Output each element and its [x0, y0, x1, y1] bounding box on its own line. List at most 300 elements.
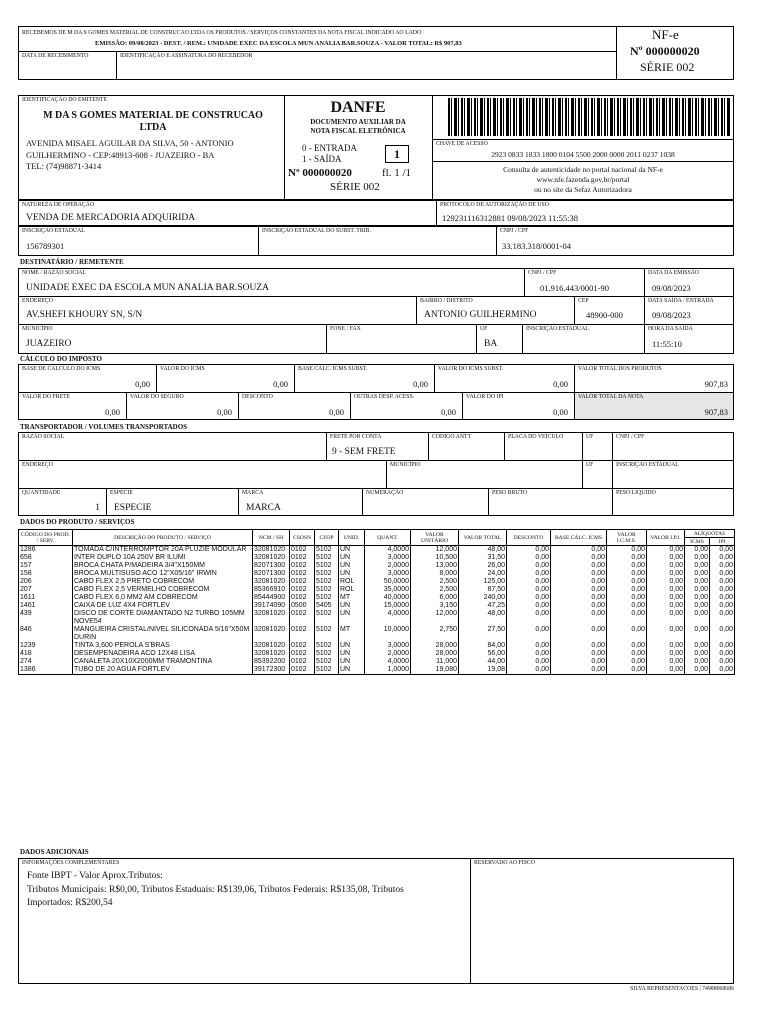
cell-vtotal: 84,00 [459, 642, 507, 650]
cell-aliq-icms: 0,00 [685, 666, 710, 675]
transp-qtd: 1 [95, 503, 100, 513]
cell-descricao: TUBO DE 20 AGUA FORTLEV [73, 666, 253, 675]
cell-bc-icms: 0,00 [551, 642, 607, 650]
table-row [19, 578, 735, 586]
cell-quant: 3,0000 [365, 642, 411, 650]
ie-st-label: INSCRIÇÃO ESTADUAL DO SUBST. TRIB. [262, 228, 371, 234]
cell-aliq-ipi: 0,00 [710, 570, 735, 578]
consulta-2: www.nfe.fazenda.gov.br/portal [536, 175, 630, 184]
dest-hora-label: HORA DA SAÍDA [648, 326, 693, 332]
cell-ncm: 39172300 [253, 666, 290, 675]
cell-unid: UN [339, 602, 365, 610]
transportador-title: TRANSPORTADOR / VOLUMES TRANSPORTADOS [20, 423, 188, 431]
cell-desconto: 0,00 [507, 578, 551, 586]
produtos-title: DADOS DO PRODUTO / SERVIÇOS [20, 518, 135, 526]
cell-desconto: 0,00 [507, 546, 551, 555]
cell-ncm: 85392200 [253, 658, 290, 666]
transp-ie-label: INSCRIÇÃO ESTADUAL [616, 462, 679, 468]
cell-vtotal: 48,00 [459, 546, 507, 555]
cell-descricao: CAIXA DE LUZ 4X4 FORTLEV [73, 602, 253, 610]
barcode-chave [448, 98, 730, 136]
cell-bc-icms: 0,00 [551, 658, 607, 666]
cell-quant: 15,0000 [365, 602, 411, 610]
canhoto-text: RECEBEMOS DE M DA S GOMES MATERIAL DE CONSTRUCAO LTDA OS PRODUTOS / SERVIÇOS CONSTANTES DA NOTA FISCAL INDICADO AO LADO [22, 30, 422, 36]
danfe-tipo: 1 [385, 145, 409, 163]
cell-cfop: 5102 [315, 642, 339, 650]
dest-uf-label: UF [480, 326, 488, 332]
transp-municipio-label: MUNICÍPIO [390, 462, 421, 468]
transp-razao-label: RAZÃO SOCIAL [22, 434, 65, 440]
cell-vunit: 6,000 [411, 594, 459, 602]
dest-emissao-label: DATA DA EMISSÃO [648, 270, 700, 276]
danfe-entrada: 0 - ENTRADA [302, 143, 357, 153]
cell-vtotal: 240,00 [459, 594, 507, 602]
cell-ncm: 85444900 [253, 594, 290, 602]
cnpj-emitente-label: CNPJ / CPF [500, 228, 529, 234]
cell-cfop: 5102 [315, 578, 339, 586]
canhoto-nfe: NF-e [652, 27, 679, 42]
cell-cfop: 5102 [315, 554, 339, 562]
outras: 0,00 [441, 407, 456, 417]
cell-valor-icms: 0,00 [607, 594, 647, 602]
dest-cnpj-label: CNPJ / CPF [528, 270, 557, 276]
icms-st-label: VALOR DO ICMS SUBST. [438, 366, 504, 372]
dest-nome-label: NOME / RAZÃO SOCIAL [22, 270, 86, 276]
danfe-title: DANFE [330, 99, 386, 116]
cell-csosn: 0102 [290, 578, 315, 586]
cell-vtotal: 48,00 [459, 610, 507, 626]
cell-unid: UN [339, 546, 365, 555]
cell-valor-ipi: 0,00 [647, 554, 685, 562]
cell-vtotal: 56,00 [459, 650, 507, 658]
table-row [19, 562, 735, 570]
info-linha-3: Importados: R$200,54 [27, 898, 113, 908]
transp-liquido-label: PESO LÍQUIDO [616, 490, 656, 496]
th-quant: QUANT. [365, 530, 411, 546]
total-produtos-label: VALOR TOTAL DOS PRODUTOS [578, 366, 662, 372]
cell-valor-ipi: 0,00 [647, 586, 685, 594]
ie-valor: 156789301 [26, 241, 65, 251]
cell-vunit: 2,750 [411, 626, 459, 642]
transp-qtd-label: QUANTIDADE [22, 490, 61, 496]
cell-desconto: 0,00 [507, 554, 551, 562]
cell-csosn: 0102 [290, 570, 315, 578]
cell-valor-icms: 0,00 [607, 650, 647, 658]
cell-descricao: CANALETA 20X10X2000MM TRAMONTINA [73, 658, 253, 666]
th-desconto: DESCONTO [507, 530, 551, 546]
dest-endereco: AV.SHEFI KHOURY SN, S/N [26, 310, 143, 320]
table-row [19, 658, 735, 666]
table-row [19, 642, 735, 650]
cell-bc-icms: 0,00 [551, 554, 607, 562]
cell-desconto: 0,00 [507, 650, 551, 658]
cell-cfop: 5405 [315, 602, 339, 610]
cell-vunit: 2,500 [411, 578, 459, 586]
cell-vtotal: 24,00 [459, 570, 507, 578]
chave-label: CHAVE DE ACESSO [436, 141, 488, 147]
cell-codigo: 846 [19, 626, 73, 642]
cell-valor-ipi: 0,00 [647, 562, 685, 570]
cell-vunit: 28,000 [411, 642, 459, 650]
cell-quant: 1,0000 [365, 666, 411, 675]
cell-valor-ipi: 0,00 [647, 658, 685, 666]
cell-quant: 35,0000 [365, 586, 411, 594]
cell-descricao: CABO FLEX 2,5 PRETO COBRECOM [73, 578, 253, 586]
cell-cfop: 5102 [315, 546, 339, 555]
cell-bc-icms: 0,00 [551, 594, 607, 602]
cell-desconto: 0,00 [507, 570, 551, 578]
cell-vunit: 10,500 [411, 554, 459, 562]
inscricao-block [18, 226, 734, 256]
cell-descricao: CABO FLEX 6,0 MM2 AM COBRECOM [73, 594, 253, 602]
cell-vunit: 12,000 [411, 610, 459, 626]
chave-valor: 2923 0833 1833 1800 0104 5500 2000 0000 2011 0237 1038 [491, 150, 675, 159]
cell-valor-icms: 0,00 [607, 570, 647, 578]
transp-numeracao-label: NUMERAÇÃO [366, 490, 404, 496]
cell-desconto: 0,00 [507, 666, 551, 675]
cell-codigo: 658 [19, 554, 73, 562]
cell-bc-icms: 0,00 [551, 602, 607, 610]
transp-frete-label: FRETE POR CONTA [330, 434, 382, 440]
th-descricao: DESCRIÇÃO DO PRODUTO / SERVIÇO [73, 530, 253, 546]
th-bc-icms: BASE CÁLC. ICMS [551, 530, 607, 546]
dest-bairro-label: BAIRRO / DISTRITO [420, 298, 473, 304]
cell-valor-ipi: 0,00 [647, 610, 685, 626]
cell-bc-icms: 0,00 [551, 650, 607, 658]
cell-aliq-icms: 0,00 [685, 626, 710, 642]
th-valor-ipi: VALOR I.P.I. [647, 530, 685, 546]
total-produtos: 907,83 [704, 379, 728, 389]
danfe-folha: fl. 1 /1 [382, 167, 412, 179]
cell-unid: UN [339, 562, 365, 570]
frete-label: VALOR DO FRETE [22, 394, 71, 400]
th-ncm: NCM / SH [253, 530, 290, 546]
cell-codigo: 439 [19, 610, 73, 626]
cell-ncm: 32081020 [253, 610, 290, 626]
table-row [19, 666, 735, 675]
cell-codigo: 1239 [19, 642, 73, 650]
frete: 0,00 [105, 407, 120, 417]
consulta-3: ou no site da Sefaz Autorizadora [534, 185, 632, 194]
transp-especie: ESPECIE [114, 503, 152, 513]
cell-bc-icms: 0,00 [551, 562, 607, 570]
icms-label: VALOR DO ICMS [160, 366, 205, 372]
cell-vtotal: 26,00 [459, 562, 507, 570]
table-row [19, 554, 735, 562]
cell-vtotal: 125,00 [459, 578, 507, 586]
cell-valor-ipi: 0,00 [647, 626, 685, 642]
cell-desconto: 0,00 [507, 626, 551, 642]
cell-valor-icms: 0,00 [607, 658, 647, 666]
dest-hora: 11:55:10 [652, 339, 682, 349]
th-csosn: CSOSN [290, 530, 315, 546]
cell-bc-icms: 0,00 [551, 578, 607, 586]
cell-unid: UN [339, 666, 365, 675]
th-aliq-ipi: IPI [710, 538, 735, 546]
cell-descricao: MANGUEIRA CRISTAL/NIVEL SILICONADA 5/16"X50M DURIN [73, 626, 253, 642]
cell-cfop: 5102 [315, 626, 339, 642]
cell-ncm: 32081020 [253, 626, 290, 642]
th-aliquotas: ALÍQUOTAS [685, 530, 735, 538]
natureza-valor: VENDA DE MERCADORIA ADQUIRIDA [26, 213, 196, 223]
cell-descricao: DESEMPENADEIRA ACO 12X48 LISA [73, 650, 253, 658]
cell-valor-ipi: 0,00 [647, 650, 685, 658]
cell-vunit: 8,000 [411, 570, 459, 578]
dest-uf: BA [484, 339, 498, 349]
cell-aliq-icms: 0,00 [685, 642, 710, 650]
cell-descricao: BROCA CHATA P/MADEIRA 3/4"X150MM [73, 562, 253, 570]
bc-st: 0,00 [413, 379, 428, 389]
consulta-1: Consulta de autenticidade no portal nacional da NF-e [503, 165, 663, 174]
danfe-subtitle-1: DOCUMENTO AUXILIAR DA [310, 118, 406, 126]
destinatario-title: DESTINATÁRIO / REMETENTE [20, 258, 124, 266]
cell-aliq-ipi: 0,00 [710, 554, 735, 562]
table-row [19, 546, 735, 555]
cell-aliq-icms: 0,00 [685, 554, 710, 562]
dest-fone-label: FONE / FAX [330, 326, 361, 332]
cell-csosn: 0102 [290, 658, 315, 666]
footer-text: SILVA REPRESENTACOES | 74988068686 [630, 986, 734, 992]
dest-saida: 09/08/2023 [652, 310, 691, 320]
cell-quant: 10,0000 [365, 626, 411, 642]
transp-endereco-label: ENDEREÇO [22, 462, 53, 468]
dest-cep: 48900-000 [586, 310, 623, 320]
cell-ncm: 32081020 [253, 546, 290, 555]
cell-aliq-ipi: 0,00 [710, 602, 735, 610]
info-complementares-label: INFORMAÇÕES COMPLEMENTARES [22, 860, 120, 866]
seguro: 0,00 [217, 407, 232, 417]
cell-cfop: 5102 [315, 594, 339, 602]
natureza-label: NATUREZA DE OPERAÇÃO [22, 202, 95, 208]
data-recebimento-label: DATA DE RECEBIMENTO [22, 53, 89, 59]
cell-unid: UN [339, 658, 365, 666]
cell-quant: 2,0000 [365, 650, 411, 658]
th-cfop: CFOP [315, 530, 339, 546]
emitente-label: IDENTIFICAÇÃO DO EMITENTE [22, 97, 108, 103]
table-row [19, 626, 735, 642]
cell-cfop: 5102 [315, 562, 339, 570]
cell-aliq-ipi: 0,00 [710, 642, 735, 650]
cell-valor-icms: 0,00 [607, 554, 647, 562]
cell-csosn: 0102 [290, 586, 315, 594]
transp-cnpj-label: CNPJ / CPF [616, 434, 645, 440]
th-unid: UNID. [339, 530, 365, 546]
cell-aliq-ipi: 0,00 [710, 562, 735, 570]
cell-quant: 4,0000 [365, 546, 411, 555]
cell-csosn: 0102 [290, 546, 315, 555]
cell-quant: 4,0000 [365, 658, 411, 666]
desconto-label: DESCONTO [242, 394, 273, 400]
cell-aliq-ipi: 0,00 [710, 610, 735, 626]
cell-quant: 50,0000 [365, 578, 411, 586]
dest-bairro: ANTONIO GUILHERMINO [424, 310, 537, 320]
cell-codigo: 1286 [19, 546, 73, 555]
transp-antt-label: CÓDIGO ANTT [432, 434, 472, 440]
cell-csosn: 0102 [290, 650, 315, 658]
cell-valor-ipi: 0,00 [647, 642, 685, 650]
table-row [19, 586, 735, 594]
cell-vunit: 28,000 [411, 650, 459, 658]
cell-valor-icms: 0,00 [607, 546, 647, 555]
total-nota: 907,83 [704, 407, 728, 417]
cell-unid: ROL [339, 586, 365, 594]
cell-aliq-ipi: 0,00 [710, 586, 735, 594]
cell-vunit: 13,000 [411, 562, 459, 570]
transp-marca-label: MARCA [242, 490, 264, 496]
cell-valor-ipi: 0,00 [647, 666, 685, 675]
cell-csosn: 0102 [290, 562, 315, 570]
cell-valor-icms: 0,00 [607, 602, 647, 610]
cell-aliq-icms: 0,00 [685, 562, 710, 570]
cell-valor-icms: 0,00 [607, 666, 647, 675]
cell-ncm: 39174090 [253, 602, 290, 610]
cell-descricao: TOMADA C/INTERROMPTOR 20A PLUZIE MODULAR [73, 546, 253, 555]
cell-csosn: 0102 [290, 594, 315, 602]
transp-bruto-label: PESO BRUTO [492, 490, 528, 496]
cell-ncm: 32081020 [253, 650, 290, 658]
cell-quant: 3,0000 [365, 570, 411, 578]
table-row [19, 602, 735, 610]
cell-codigo: 418 [19, 650, 73, 658]
cell-vtotal: 44,00 [459, 658, 507, 666]
cell-unid: UN [339, 642, 365, 650]
cell-csosn: 0102 [290, 626, 315, 642]
cell-desconto: 0,00 [507, 594, 551, 602]
cell-vunit: 2,500 [411, 586, 459, 594]
danfe-subtitle-2: NOTA FISCAL ELETRÔNICA [310, 127, 406, 135]
cell-aliq-icms: 0,00 [685, 602, 710, 610]
cell-aliq-icms: 0,00 [685, 610, 710, 626]
cell-codigo: 1461 [19, 602, 73, 610]
info-linha-1: Fonte IBPT - Valor Aprox.Tributos: [27, 871, 163, 881]
cell-quant: 2,0000 [365, 562, 411, 570]
cell-codigo: 206 [19, 578, 73, 586]
cell-unid: UN [339, 570, 365, 578]
assinatura-label: IDENTIFICAÇÃO E ASSINATURA DO RECEBEDOR [120, 53, 253, 59]
canhoto-numero: Nº 000000020 [630, 44, 700, 58]
cell-bc-icms: 0,00 [551, 546, 607, 555]
th-valor-icms: VALOR I.C.M.S. [607, 530, 647, 546]
ipi: 0,00 [553, 407, 568, 417]
cell-cfop: 5102 [315, 650, 339, 658]
cell-valor-icms: 0,00 [607, 610, 647, 626]
cell-cfop: 5102 [315, 666, 339, 675]
cell-vunit: 11,000 [411, 658, 459, 666]
transp-marca: MARCA [246, 503, 281, 513]
cell-valor-ipi: 0,00 [647, 578, 685, 586]
cell-codigo: 158 [19, 570, 73, 578]
produtos-table [18, 529, 735, 675]
dest-municipio-label: MUNICÍPIO [22, 326, 53, 332]
transp-uf-label: UF [586, 434, 594, 440]
cell-aliq-icms: 0,00 [685, 546, 710, 555]
cell-valor-icms: 0,00 [607, 626, 647, 642]
emitente-endereco-2: GUILHERMINO - CEP:48913-608 - JUAZEIRO - BA [26, 150, 215, 160]
cell-descricao: TINTA 3,600 PEROLA S'BRAS [73, 642, 253, 650]
cell-csosn: 0102 [290, 666, 315, 675]
cell-ncm: 32081020 [253, 554, 290, 562]
cell-csosn: 0102 [290, 642, 315, 650]
cell-bc-icms: 0,00 [551, 666, 607, 675]
cell-ncm: 32081020 [253, 642, 290, 650]
table-row [19, 594, 735, 602]
cell-bc-icms: 0,00 [551, 626, 607, 642]
desconto: 0,00 [329, 407, 344, 417]
cell-unid: UN [339, 610, 365, 626]
cell-valor-ipi: 0,00 [647, 602, 685, 610]
cell-descricao: CABO FLEX 2,5 VERMELHO COBRECOM [73, 586, 253, 594]
cell-codigo: 207 [19, 586, 73, 594]
table-row [19, 570, 735, 578]
cell-cfop: 5102 [315, 570, 339, 578]
cell-valor-ipi: 0,00 [647, 570, 685, 578]
cell-unid: UN [339, 650, 365, 658]
cell-vtotal: 47,25 [459, 602, 507, 610]
cell-aliq-ipi: 0,00 [710, 658, 735, 666]
cell-codigo: 274 [19, 658, 73, 666]
cell-aliq-ipi: 0,00 [710, 650, 735, 658]
outras-label: OUTRAS DESP. ACESS. [354, 394, 415, 400]
cell-descricao: BROCA MULTISUSO ACO 12"X05/16" IRWIN [73, 570, 253, 578]
transp-uf2-label: UF [586, 462, 594, 468]
table-row [19, 610, 735, 626]
dest-cep-label: CEP [578, 298, 589, 304]
dest-endereco-label: ENDEREÇO [22, 298, 53, 304]
danfe-saida: 1 - SAÍDA [302, 154, 342, 164]
table-row [19, 650, 735, 658]
emitente-nome-1: M DA S GOMES MATERIAL DE CONSTRUCAO [43, 110, 263, 121]
cell-unid: MT [339, 594, 365, 602]
cell-desconto: 0,00 [507, 586, 551, 594]
cell-vtotal: 27,50 [459, 626, 507, 642]
bc-icms-label: BASE DE CÁLCULO DO ICMS [22, 366, 101, 372]
bc-icms: 0,00 [135, 379, 150, 389]
cell-vtotal: 19,08 [459, 666, 507, 675]
cell-desconto: 0,00 [507, 602, 551, 610]
cell-aliq-icms: 0,00 [685, 650, 710, 658]
emitente-telefone: TEL: (74)98871-3414 [26, 161, 102, 171]
reservado-fisco-label: RESERVADO AO FISCO [474, 860, 535, 866]
cell-aliq-ipi: 0,00 [710, 546, 735, 555]
dest-emissao: 09/08/2023 [652, 283, 691, 293]
cell-codigo: 1611 [19, 594, 73, 602]
cell-ncm: 82071300 [253, 570, 290, 578]
cell-descricao: INTER DUPLO 10A 250V BR ILUMI [73, 554, 253, 562]
cell-bc-icms: 0,00 [551, 586, 607, 594]
icms: 0,00 [273, 379, 288, 389]
transp-frete: 9 - SEM FRETE [332, 447, 396, 457]
dest-cnpj: 01.916.443/0001-90 [540, 283, 609, 293]
transp-placa-label: PLACA DO VEÍCULO [508, 434, 564, 440]
canhoto-serie: SÉRIE 002 [640, 60, 695, 74]
cell-aliq-ipi: 0,00 [710, 594, 735, 602]
ipi-label: VALOR DO IPI [466, 394, 504, 400]
cell-codigo: 1386 [19, 666, 73, 675]
th-vtotal: VALOR TOTAL [459, 530, 507, 546]
imposto-title: CÁLCULO DO IMPOSTO [20, 355, 102, 363]
canhoto-resumo: EMISSÃO: 09/08/2023 - DEST. / REM.: UNIDADE EXEC DA ESCOLA MUN ANALIA BAR.SOUZA - VALOR TOTAL: R$ 907,83 [95, 40, 462, 47]
cell-quant: 40,0000 [365, 594, 411, 602]
cell-aliq-icms: 0,00 [685, 578, 710, 586]
cell-vtotal: 87,50 [459, 586, 507, 594]
cell-vunit: 3,150 [411, 602, 459, 610]
cell-desconto: 0,00 [507, 642, 551, 650]
danfe-numero: Nº 000000020 [288, 167, 352, 179]
cell-unid: ROL [339, 578, 365, 586]
cell-aliq-icms: 0,00 [685, 658, 710, 666]
cell-valor-ipi: 0,00 [647, 594, 685, 602]
icms-st: 0,00 [553, 379, 568, 389]
